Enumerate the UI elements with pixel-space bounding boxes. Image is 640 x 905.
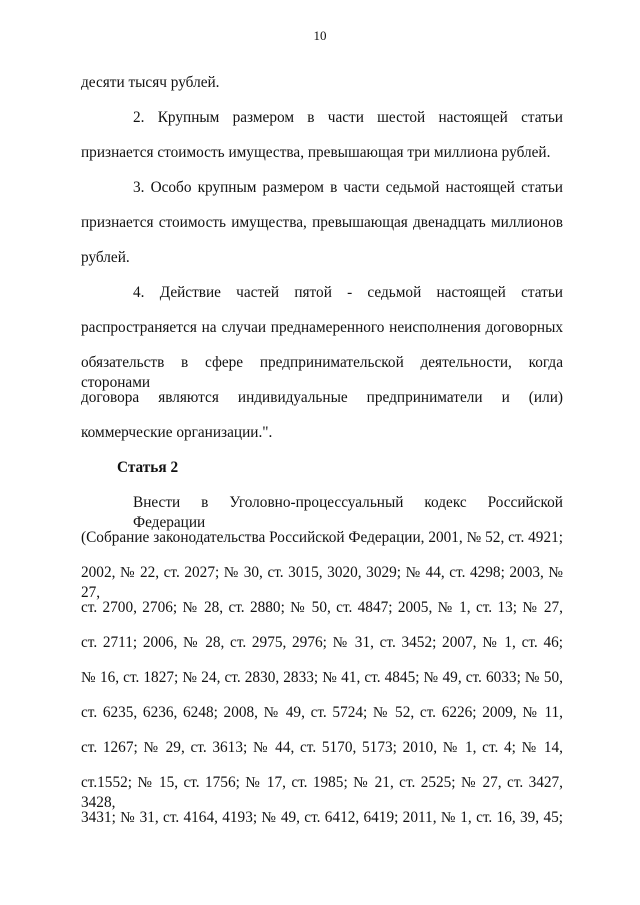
text-line: 3431; № 31, ст. 4164, 4193; № 49, ст. 6412, 6419; 2011, № 1, ст. 16, 39, 45; [81, 809, 563, 826]
text-line: № 16, ст. 1827; № 24, ст. 2830, 2833; № 41, ст. 4845; № 49, ст. 6033; № 50, [81, 669, 563, 686]
paragraph-3-start: 3. Особо крупным размером в части седьмой настоящей статьи [133, 179, 563, 196]
text-line: десяти тысяч рублей. [81, 74, 220, 91]
text-line: ст.1552; № 15, ст. 1756; № 17, ст. 1985; № 21, ст. 2525; № 27, ст. 3427, 3428, [81, 774, 563, 811]
text-line: (Собрание законодательства Российской Федерации, 2001, № 52, ст. 4921; [81, 529, 563, 546]
text-line: рублей. [81, 249, 130, 266]
article-heading: Статья 2 [117, 459, 179, 476]
article-2-paragraph-start: Внести в Уголовно-процессуальный кодекс Российской Федерации [133, 494, 563, 531]
paragraph-2-start: 2. Крупным размером в части шестой настоящей статьи [133, 109, 563, 126]
text-line: ст. 2700, 2706; № 28, ст. 2880; № 50, ст. 4847; 2005, № 1, ст. 13; № 27, [81, 599, 563, 616]
text-line: коммерческие организации.". [81, 424, 273, 441]
text-line: обязательств в сфере предпринимательской деятельности, когда сторонами [81, 354, 563, 391]
text-line: признается стоимость имущества, превышающая двенадцать миллионов [81, 214, 563, 231]
text-line: договора являются индивидуальные предприниматели и (или) [81, 389, 563, 406]
text-line: распространяется на случаи преднамеренного неисполнения договорных [81, 319, 563, 336]
text-line: ст. 2711; 2006, № 28, ст. 2975, 2976; № 31, ст. 3452; 2007, № 1, ст. 46; [81, 634, 563, 651]
paragraph-4-start: 4. Действие частей пятой - седьмой настоящей статьи [133, 284, 563, 301]
text-line: ст. 1267; № 29, ст. 3613; № 44, ст. 5170, 5173; 2010, № 1, ст. 4; № 14, [81, 739, 563, 756]
page-number: 10 [313, 28, 327, 43]
text-line: 2002, № 22, ст. 2027; № 30, ст. 3015, 3020, 3029; № 44, ст. 4298; 2003, № 27, [81, 564, 563, 601]
text-line: ст. 6235, 6236, 6248; 2008, № 49, ст. 5724; № 52, ст. 6226; 2009, № 11, [81, 704, 563, 721]
text-line: признается стоимость имущества, превышающая три миллиона рублей. [81, 144, 551, 161]
